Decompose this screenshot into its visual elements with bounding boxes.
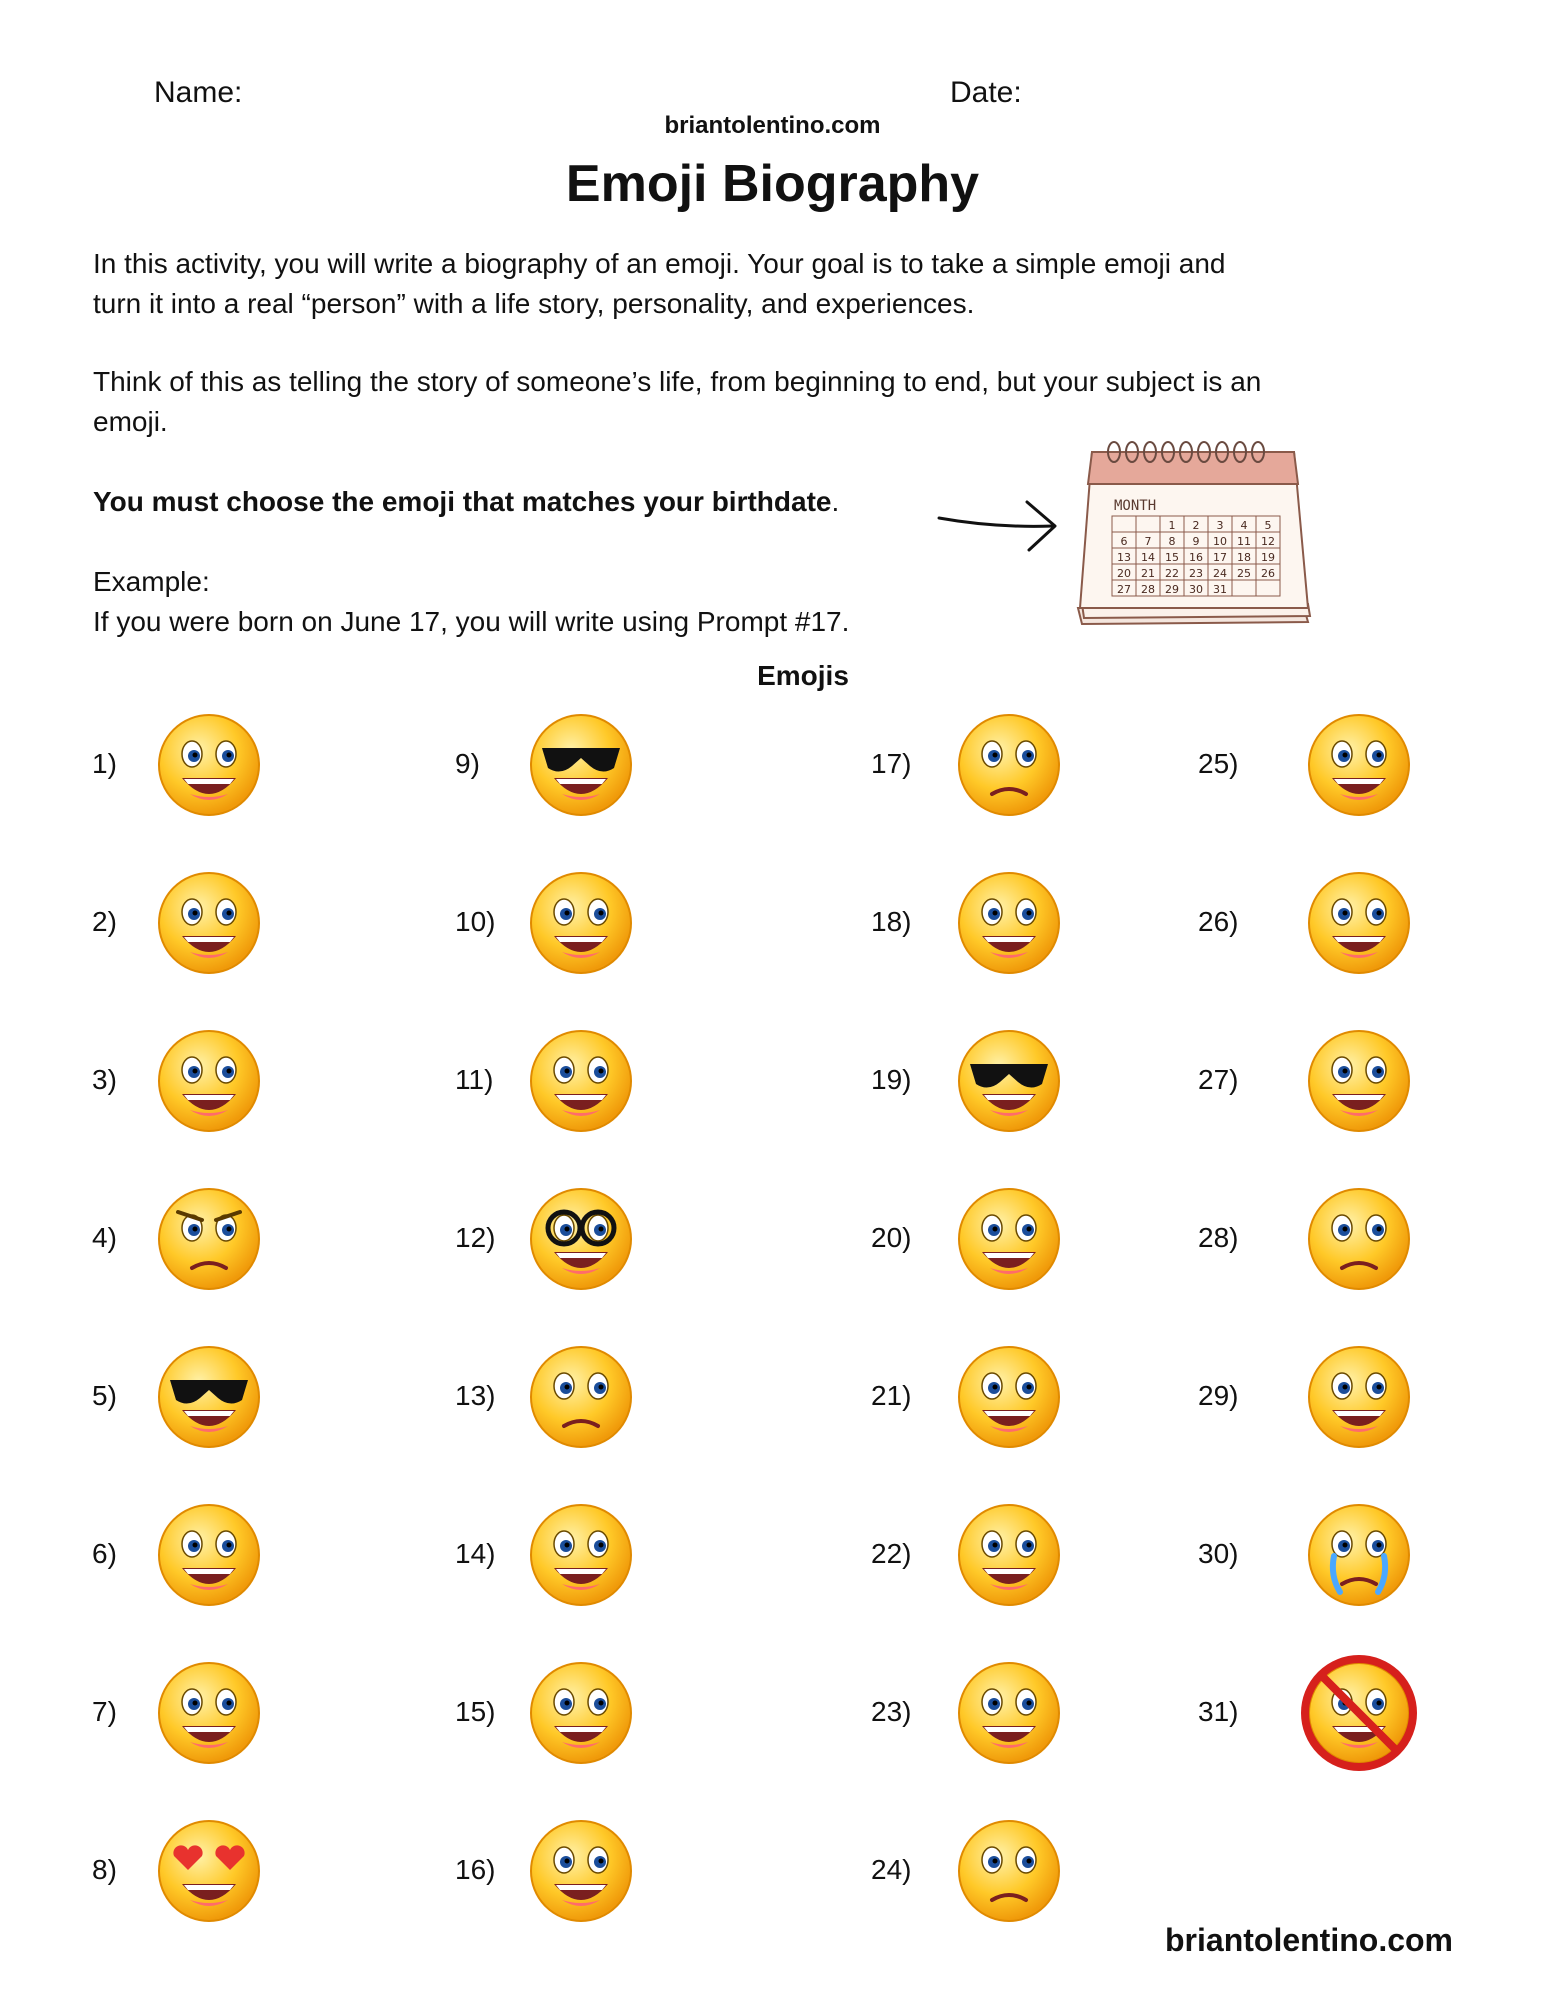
calendar-day: 4 — [1240, 519, 1248, 532]
calendar-day: 19 — [1261, 551, 1275, 564]
prompt-number: 27) — [1198, 1064, 1239, 1095]
instruction: You must choose the emoji that matches your birthdate. — [93, 486, 840, 517]
prompt-number: 18) — [871, 906, 912, 937]
prompt-number: 31) — [1198, 1696, 1239, 1727]
grinning-sunglasses-face-icon — [522, 706, 640, 824]
idea-lightbulb-face-icon — [522, 1654, 640, 1772]
calendar-day: 31 — [1213, 583, 1227, 596]
calendar-day: 15 — [1165, 551, 1179, 564]
prompt-number: 3) — [92, 1064, 117, 1095]
intro-paragraph-2: Think of this as telling the story of someone’s life, from beginning to end, but your subject is an emoji. — [93, 366, 1262, 437]
thumbs-up-face-icon — [150, 706, 268, 824]
hungry-fork-knife-face-icon — [150, 1654, 268, 1772]
calendar-day: 6 — [1120, 535, 1128, 548]
shrug-face-icon — [950, 1496, 1068, 1614]
no-prohibited-face-icon — [1300, 1654, 1418, 1772]
prompt-number: 11) — [455, 1064, 494, 1095]
crying-face-icon — [1300, 1496, 1418, 1614]
date-label: Date: — [950, 76, 1022, 109]
eating-pizza-face-icon — [522, 1022, 640, 1140]
smiling-hearts-face-icon — [150, 1022, 268, 1140]
prompt-number: 8) — [92, 1854, 117, 1885]
nerd-glasses-face-icon — [522, 1180, 640, 1298]
calendar-day: 8 — [1168, 535, 1176, 548]
prompt-number: 5) — [92, 1380, 117, 1411]
calendar-day: 20 — [1117, 567, 1131, 580]
writing-pencil-face-icon — [522, 864, 640, 982]
prompt-number: 1) — [92, 748, 117, 779]
prompt-number: 26) — [1198, 906, 1239, 937]
calendar-day: 27 — [1117, 583, 1131, 596]
scheming-face-icon — [522, 1496, 640, 1614]
calendar-day: 23 — [1189, 567, 1203, 580]
prompt-number: 25) — [1198, 748, 1239, 779]
emo-hair-face-icon — [950, 706, 1068, 824]
calendar-month-label: MONTH — [1114, 498, 1157, 514]
calendar-day: 12 — [1261, 535, 1275, 548]
calendar-day: 30 — [1189, 583, 1203, 596]
heart-eyes-face-icon — [150, 1812, 268, 1930]
sick-thermometer-face-icon — [1300, 1180, 1418, 1298]
calendar-day: 13 — [1117, 551, 1131, 564]
cool-wave-face-icon — [950, 1022, 1068, 1140]
guitar-rock-face-icon — [950, 1338, 1068, 1456]
money-face-icon — [1300, 1338, 1418, 1456]
calendar-day: 21 — [1141, 567, 1155, 580]
prompt-number: 12) — [455, 1222, 496, 1253]
double-thumbs-up-face-icon — [1300, 1022, 1418, 1140]
site-header: briantolentino.com — [664, 112, 881, 139]
calendar-day: 29 — [1165, 583, 1179, 596]
calendar-day: 28 — [1141, 583, 1155, 596]
prompt-number: 20) — [871, 1222, 912, 1253]
calendar-day: 17 — [1213, 551, 1227, 564]
calendar-day: 11 — [1237, 535, 1251, 548]
prompt-number: 16) — [455, 1854, 496, 1885]
reading-book-face-icon — [150, 1496, 268, 1614]
calendar-day: 5 — [1264, 519, 1272, 532]
calendar-day: 14 — [1141, 551, 1155, 564]
prompt-number: 7) — [92, 1696, 117, 1727]
calendar-icon — [1072, 432, 1322, 632]
page-title: Emoji Biography — [565, 155, 980, 213]
prompt-number: 19) — [871, 1064, 912, 1095]
site-footer: briantolentino.com — [1165, 1922, 1453, 1958]
calendar-day: 1 — [1168, 519, 1176, 532]
prompt-number: 15) — [455, 1696, 496, 1727]
angry-thumbs-down-face-icon — [150, 1180, 268, 1298]
prompt-number: 4) — [92, 1222, 117, 1253]
prompt-number: 22) — [871, 1538, 912, 1569]
prompt-number: 30) — [1198, 1538, 1239, 1569]
shushing-face-icon — [950, 1812, 1068, 1930]
calendar-day: 10 — [1213, 535, 1227, 548]
detective-face-icon — [1300, 706, 1418, 824]
calendar-day: 2 — [1192, 519, 1200, 532]
confused-question-face-icon — [522, 1338, 640, 1456]
calendar-day: 3 — [1216, 519, 1224, 532]
eating-burger-face-icon — [950, 1180, 1068, 1298]
calendar-day: 25 — [1237, 567, 1251, 580]
prompt-number: 2) — [92, 906, 117, 937]
calendar-day: 22 — [1165, 567, 1179, 580]
prompt-number: 10) — [455, 906, 496, 937]
calendar-day: 24 — [1213, 567, 1227, 580]
hands-over-face-icon — [950, 864, 1068, 982]
emojis-heading: Emojis — [757, 660, 849, 691]
prompt-number: 23) — [871, 1696, 912, 1727]
calendar-day: 9 — [1192, 535, 1200, 548]
prompt-number: 17) — [871, 748, 912, 779]
prompt-number: 29) — [1198, 1380, 1239, 1411]
prompt-number: 24) — [871, 1854, 912, 1885]
calendar-day: 18 — [1237, 551, 1251, 564]
prompt-number: 14) — [455, 1538, 496, 1569]
prompt-number: 9) — [455, 748, 480, 779]
calendar-day: 7 — [1144, 535, 1152, 548]
calendar-day: 26 — [1261, 567, 1275, 580]
prompt-number: 6) — [92, 1538, 117, 1569]
nervous-face-icon — [150, 864, 268, 982]
arrow-icon — [935, 496, 1065, 556]
calendar-day: 16 — [1189, 551, 1203, 564]
cool-sunglasses-face-icon — [150, 1338, 268, 1456]
headphones-music-face-icon — [1300, 864, 1418, 982]
prompt-number: 28) — [1198, 1222, 1239, 1253]
example: Example: If you were born on June 17, you will write using Prompt #17. — [93, 566, 850, 637]
prompt-number: 13) — [455, 1380, 496, 1411]
name-label: Name: — [154, 76, 243, 109]
prompt-number: 21) — [871, 1380, 912, 1411]
intro-paragraph-1: In this activity, you will write a biography of an emoji. Your goal is to take a simple emoji and turn it into a real “person” with a life story, personality, and experiences. — [93, 248, 1226, 319]
party-hat-face-icon — [950, 1654, 1068, 1772]
magnifying-glass-face-icon — [522, 1812, 640, 1930]
